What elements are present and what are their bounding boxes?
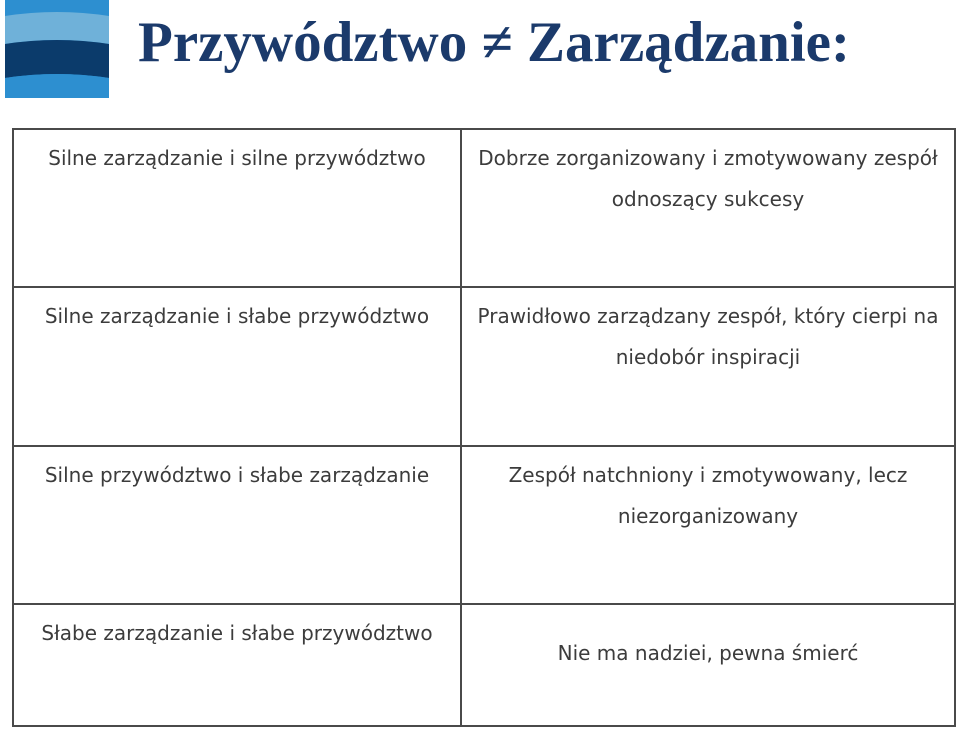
outcome-text: Dobrze zorganizowany i zmotywowany zespół odnoszący sukcesy	[478, 146, 938, 211]
table-row	[13, 287, 955, 445]
combination-cell	[13, 446, 461, 604]
combination-cell	[13, 287, 461, 445]
combination-text: Silne zarządzanie i silne przywództwo	[48, 146, 426, 170]
table-row	[13, 446, 955, 604]
page-title: Przywództwo ≠ Zarządzanie:	[138, 11, 850, 74]
outcome-text: Zespół natchniony i zmotywowany, lecz niezorganizowany	[508, 462, 908, 528]
combination-cell	[13, 129, 461, 287]
combination-text: Silne przywództwo i słabe zarządzanie	[44, 462, 430, 487]
outcome-text: Nie ma nadziei, pewna śmierć	[557, 640, 859, 665]
wave-stripes-logo	[5, 0, 109, 98]
outcome-cell	[461, 446, 955, 604]
leadership-management-matrix	[12, 128, 956, 727]
outcome-cell	[461, 604, 955, 726]
combination-text: Słabe zarządzanie i słabe przywództwo	[41, 620, 433, 645]
outcome-cell	[461, 129, 955, 287]
outcome-cell	[461, 287, 955, 445]
combination-text: Silne zarządzanie i słabe przywództwo	[44, 304, 430, 329]
outcome-text: Prawidłowo zarządzany zespół, który cierpi na niedobór inspiracji	[477, 304, 939, 370]
combination-cell	[13, 604, 461, 726]
table-row	[13, 129, 955, 287]
table-row	[13, 604, 955, 726]
